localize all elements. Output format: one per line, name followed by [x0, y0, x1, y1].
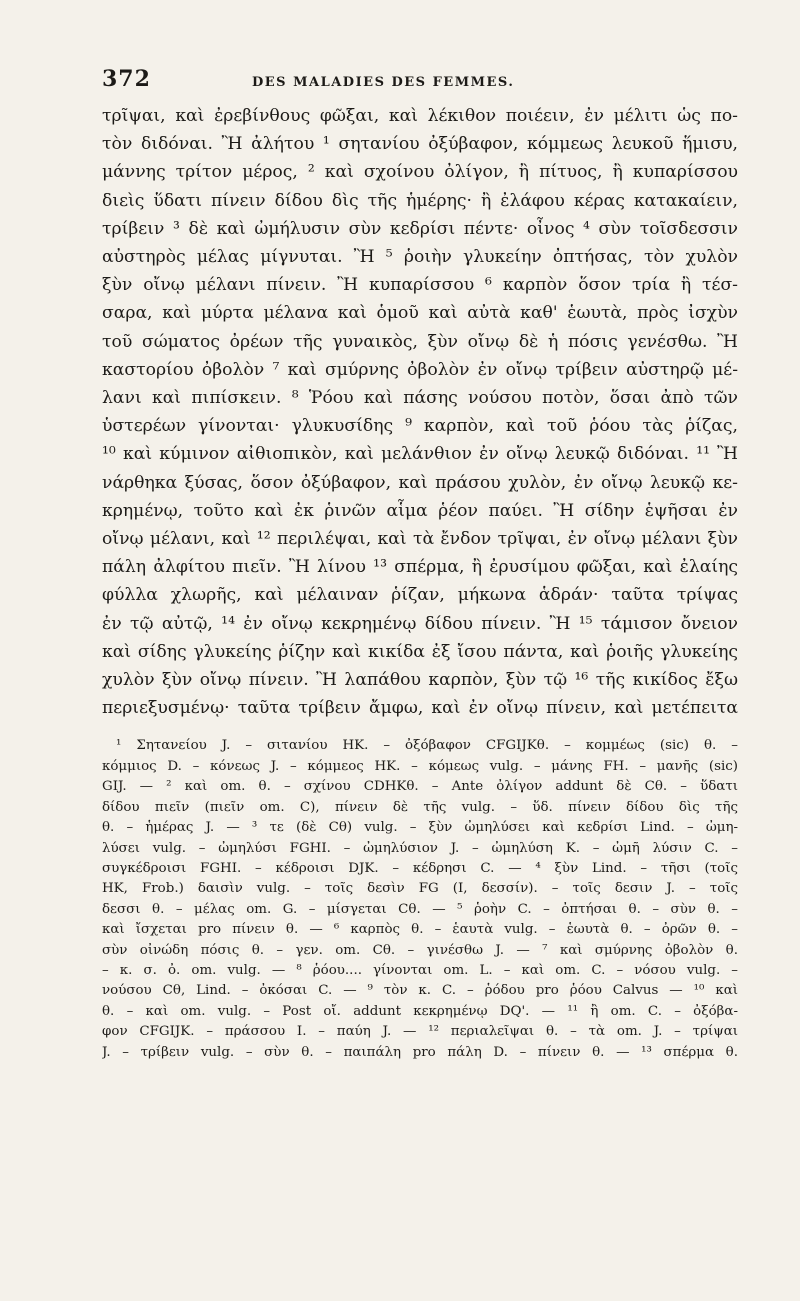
footnote-line: νούσου Cθ, Lind. – ὀκόσαι C. — ⁹ τὸν κ. C. – ῥόδου pro ῥόου Calvus — ¹⁰ καὶ	[102, 983, 738, 999]
text-line: τὸν διδόναι. Ἢ ἀλήτου ¹ σητανίου ὀξύβαφον, κόμμεως λευκοῦ ἥμισυ,	[102, 134, 738, 155]
footnote-line: δεσσι θ. – μέλας om. G. – μίσγεται Cθ. — ⁵ ῥοὴν C. – ὀπτήσαι θ. – σὺν θ. –	[102, 901, 738, 917]
text-line: ὑστερέων γίνονται· γλυκυσίδης ⁹ καρπὸν, καὶ τοῦ ῥόου τὰς ῥίζας,	[102, 416, 738, 437]
text-line: χυλὸν ξὺν οἴνῳ πίνειν. Ἢ λαπάθου καρπὸν, ξὺν τῷ ¹⁶ τῆς κικίδος ἔξω	[102, 670, 738, 691]
text-line: διεὶς ὕδατι πίνειν δίδου δὶς τῆς ἡμέρης· ἢ ἐλάφου κέρας κατακαίειν,	[102, 190, 738, 211]
main-text	[102, 102, 738, 722]
running-title: DES MALADIES DES FEMMES.	[252, 75, 515, 90]
text-line: οἴνῳ μέλανι, καὶ ¹² περιλέψαι, καὶ τὰ ἔνδον τρῖψαι, ἐν οἴνῳ μέλανι ξὺν	[102, 529, 738, 550]
footnote-line: λύσει vulg. – ὠμηλύσι FGHI. – ὠμηλύσιον J. – ὠμηλύση K. – ὠμῆ λύσιν C. –	[102, 840, 738, 856]
text-line: τρῖψαι, καὶ ἐρεβίνθους φῶξαι, καὶ λέκιθον ποιέειν, ἐν μέλιτι ὡς πο-	[102, 106, 738, 126]
footnote-line: σὺν οἰνώδη πόσις θ. – γεν. om. Cθ. – γινέσθω J. — ⁷ καὶ σμύρνης ὀβολὸν θ.	[102, 942, 738, 958]
text-line: καὶ σίδης γλυκείης ῥίζην καὶ κικίδα ἐξ ἴσου πάντα, καὶ ῥοιῆς γλυκείης	[102, 641, 738, 662]
text-line: πάλη ἀλφίτου πιεῖν. Ἢ λίνου ¹³ σπέρμα, ἢ ἐρυσίμου φῶξαι, καὶ ἐλαίης	[102, 557, 738, 578]
footnote-line: καὶ ἴσχεται pro πίνειν θ. — ⁶ καρπὸς θ. – ἑαυτὰ vulg. – ἑωυτὰ θ. – ὀρῶν θ. –	[102, 922, 738, 938]
footnote-line: J. – τρίβειν vulg. – σὺν θ. – παιπάλη pro πάλη D. – πίνειν θ. — ¹³ σπέρμα θ.	[102, 1044, 738, 1060]
footnote-separator	[102, 722, 738, 736]
text-line: ¹⁰ καὶ κύμινον αἰθιοπικὸν, καὶ μελάνθιον ἐν οἴνῳ λευκῷ διδόναι. ¹¹ Ἢ	[102, 444, 738, 465]
footnote-line: συγκέδροισι FGHI. – κέδροισι DJK. – κέδρησι C. — ⁴ ξὺν Lind. – τῆσι (τοῖς	[102, 860, 738, 876]
footnote-line: θ. – ἡμέρας J. — ³ τε (δὲ Cθ) vulg. – ξὺν ὠμηλύσει καὶ κεδρίσι Lind. – ὠμη-	[102, 820, 738, 836]
text-line: ἐν τῷ αὐτῷ, ¹⁴ ἐν οἴνῳ κεκρημένῳ δίδου πίνειν. Ἢ ¹⁵ τάμισον ὄνειον	[102, 613, 738, 634]
text-line: φύλλα χλωρῆς, καὶ μέλαιναν ῥίζαν, μήκωνα ἁδράν· ταῦτα τρίψας	[102, 585, 738, 606]
text-line: καστορίου ὀβολὸν ⁷ καὶ σμύρνης ὀβολὸν ἐν οἴνῳ τρίβειν αὐστηρῷ μέ-	[102, 359, 738, 380]
footnote-line: δίδου πιεῖν (πιεῖν om. C), πίνειν δὲ τῆς vulg. – ὕδ. πίνειν δίδου δὶς τῆς	[102, 799, 738, 815]
page-number: 372	[102, 66, 151, 92]
text-line: τρίβειν ³ δὲ καὶ ὠμήλυσιν σὺν κεδρίσι πέντε· οἶνος ⁴ σὺν τοῖσδεσσιν	[102, 218, 738, 239]
text-line: κρημένῳ, τοῦτο καὶ ἐκ ῥινῶν αἷμα ῥέον παύει. Ἢ σίδην ἑψῆσαι ἐν	[102, 500, 738, 521]
text-line: αὐστηρὸς μέλας μίγνυται. Ἢ ⁵ ῥοιὴν γλυκείην ὀπτήσας, τὸν χυλὸν	[102, 247, 738, 268]
text-line: σαρα, καὶ μύρτα μέλανα καὶ ὁμοῦ καὶ αὐτὰ καθ' ἑωυτὰ, πρὸς ἰσχὺν	[102, 303, 738, 324]
text-line: τοῦ σώματος ὀρέων τῆς γυναικὸς, ξὺν οἴνῳ δὲ ἡ πόσις γενέσθω. Ἢ	[102, 331, 738, 352]
page-header	[102, 66, 738, 100]
footnote-line: φον CFGIJK. – πράσσου I. – παύη J. — ¹² περιαλεῖψαι θ. – τὰ om. J. – τρίψαι	[102, 1024, 738, 1040]
footnote-line: – κ. σ. ὀ. om. vulg. — ⁸ ῥόου.... γίνονται om. L. – καὶ om. C. – νόσου vulg. –	[102, 962, 738, 978]
footnote-line: κόμμιος D. – κόνεως J. – κόμμεος HK. – κόμεως vulg. – μάνης FH. – μανῆς (sic)	[102, 758, 738, 774]
footnote-line: GIJ. — ² καὶ om. θ. – σχίνου CDHKθ. – Ante ὀλίγον addunt δὲ Cθ. – ὕδατι	[102, 779, 738, 795]
footnote-line: θ. – καὶ om. vulg. – Post οἴ. addunt κεκρημένῳ DQ'. — ¹¹ ἢ om. C. – ὀξόβα-	[102, 1003, 738, 1019]
footnotes	[102, 736, 738, 1063]
text-line: ξὺν οἴνῳ μέλανι πίνειν. Ἢ κυπαρίσσου ⁶ καρπὸν ὅσον τρία ἢ τέσ-	[102, 275, 738, 296]
text-line: μάννης τρίτον μέρος, ² καὶ σχοίνου ὀλίγον, ἢ πίτυος, ἢ κυπαρίσσου	[102, 162, 738, 183]
footnote-line: HK, Frob.) δαισὶν vulg. – τοῖς δεσὶν FG (I, δεσσίν). – τοῖς δεσιν J. – τοῖς	[102, 881, 738, 897]
footnote-line: ¹ Σητανείου J. – σιτανίου HK. – ὀξόβαφον CFGIJKθ. – κομμέως (sic) θ. –	[116, 738, 738, 754]
text-line: περιεξυσμένῳ· ταῦτα τρίβειν ἄμφω, καὶ ἐν οἴνῳ πίνειν, καὶ μετέπειτα	[102, 698, 738, 719]
text-line: νάρθηκα ξύσας, ὅσον ὀξύβαφον, καὶ πράσου χυλὸν, ἐν οἴνῳ λευκῷ κε-	[102, 472, 738, 493]
text-line: λανι καὶ πιπίσκειν. ⁸ Ῥόου καὶ πάσης νούσου ποτὸν, ὅσαι ἀπὸ τῶν	[102, 388, 738, 409]
